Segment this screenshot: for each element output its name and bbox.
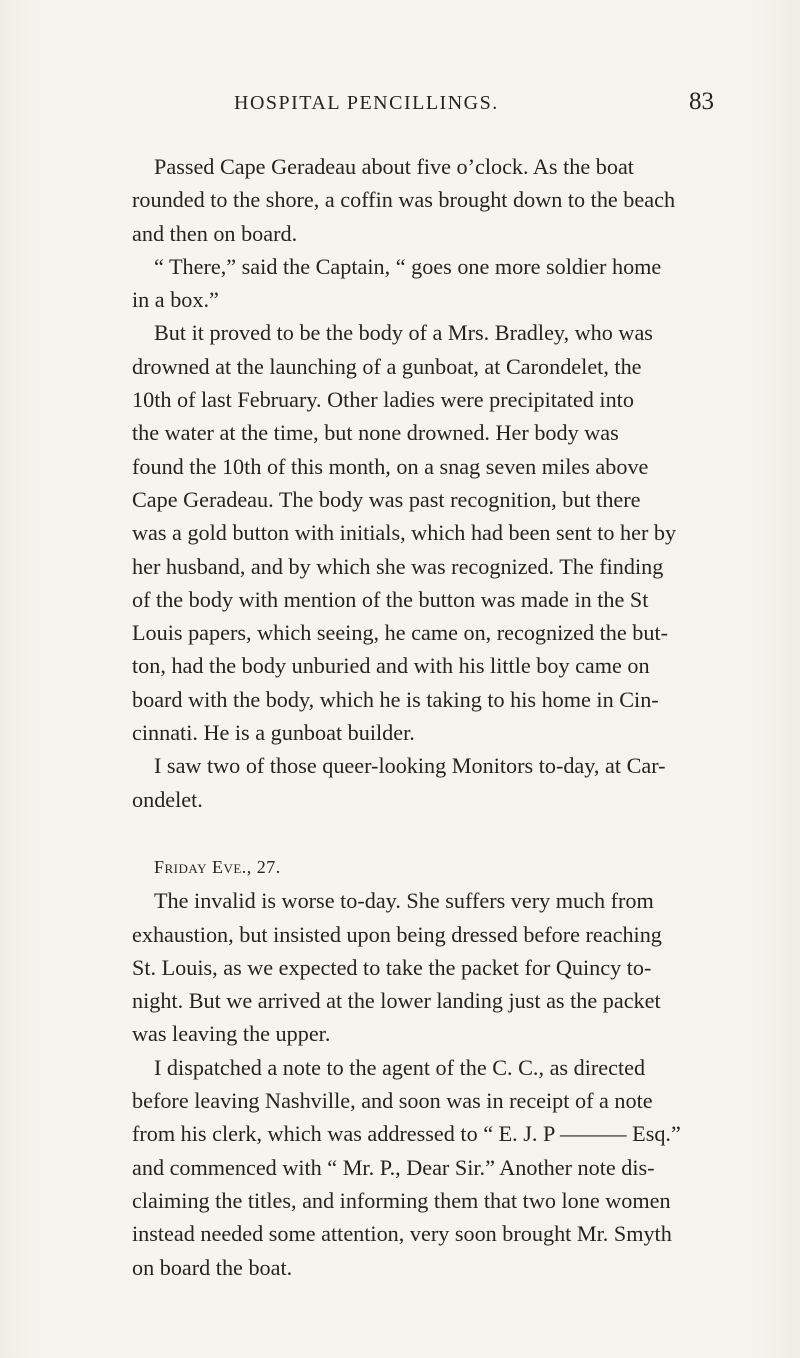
paragraph-invalid <box>132 884 717 1050</box>
text-line: I dispatched a note to the agent of the C. C., as directed <box>154 1054 646 1080</box>
paragraph-cape-geradeau <box>132 150 717 250</box>
text-line: The invalid is worse to-day. She suffers very much from <box>154 888 654 914</box>
text-line: found the 10th of this month, on a snag seven miles above <box>132 453 649 479</box>
paragraph-note <box>132 1051 717 1284</box>
section-break <box>132 816 717 851</box>
paragraph-monitors <box>132 749 717 816</box>
text-line: St. Louis, as we expected to take the packet for Quincy to- <box>132 954 652 980</box>
text-line: the water at the time, but none drowned. Her body was <box>132 420 619 446</box>
text-line: Cape Geradeau. The body was past recognition, but there <box>132 486 641 512</box>
text-line: Louis papers, which seeing, he came on, recognized the but- <box>132 620 669 646</box>
text-line: “ There,” said the Captain, “ goes one more soldier home <box>154 253 662 279</box>
text-line: ton, had the body unburied and with his little boy came on <box>132 653 650 679</box>
dateline: Friday Eve., 27. <box>154 856 281 877</box>
text-line: board with the body, which he is taking to his home in Cin- <box>132 686 659 712</box>
text-line: claiming the titles, and informing them that two lone women <box>132 1187 671 1213</box>
text-line: But it proved to be the body of a Mrs. Bradley, who was <box>154 320 653 346</box>
text-line: was leaving the upper. <box>132 1021 331 1047</box>
text-line: rounded to the shore, a coffin was brought down to the beach <box>132 187 676 213</box>
text-line: I saw two of those queer-looking Monitors to-day, at Car- <box>154 753 666 779</box>
text-line: and then on board. <box>132 220 298 246</box>
page-number: 83 <box>689 88 714 115</box>
text-line: instead needed some attention, very soon brought Mr. Smyth <box>132 1221 672 1247</box>
paragraph-captain-quote <box>132 250 717 317</box>
text-line: exhaustion, but insisted upon being dressed before reaching <box>132 921 662 947</box>
running-header <box>132 88 714 122</box>
text-line: before leaving Nashville, and soon was in receipt of a note <box>132 1088 653 1114</box>
text-line: in a box.” <box>132 287 219 313</box>
running-title: HOSPITAL PENCILLINGS. <box>234 92 499 114</box>
text-line: ondelet. <box>132 786 203 812</box>
text-line: 10th of last February. Other ladies were precipitated into <box>132 387 634 413</box>
text-line: on board the boat. <box>132 1254 293 1280</box>
body-text <box>132 150 717 1284</box>
text-line: Passed Cape Geradeau about five o’clock. As the boat <box>154 154 634 179</box>
text-line: of the body with mention of the button was made in the St <box>132 586 649 612</box>
text-line: her husband, and by which she was recognized. The finding <box>132 553 664 579</box>
paragraph-mrs-bradley <box>132 316 717 749</box>
text-line: drowned at the launching of a gunboat, at Carondelet, the <box>132 353 642 379</box>
text-line: and commenced with “ Mr. P., Dear Sir.” Another note dis- <box>132 1154 655 1180</box>
text-line: cinnati. He is a gunboat builder. <box>132 720 415 746</box>
text-line: night. But we arrived at the lower landing just as the packet <box>132 988 661 1014</box>
text-line: from his clerk, which was addressed to “ E. J. P ——— Esq.” <box>132 1121 681 1147</box>
text-line: was a gold button with initials, which had been sent to her by <box>132 520 677 546</box>
